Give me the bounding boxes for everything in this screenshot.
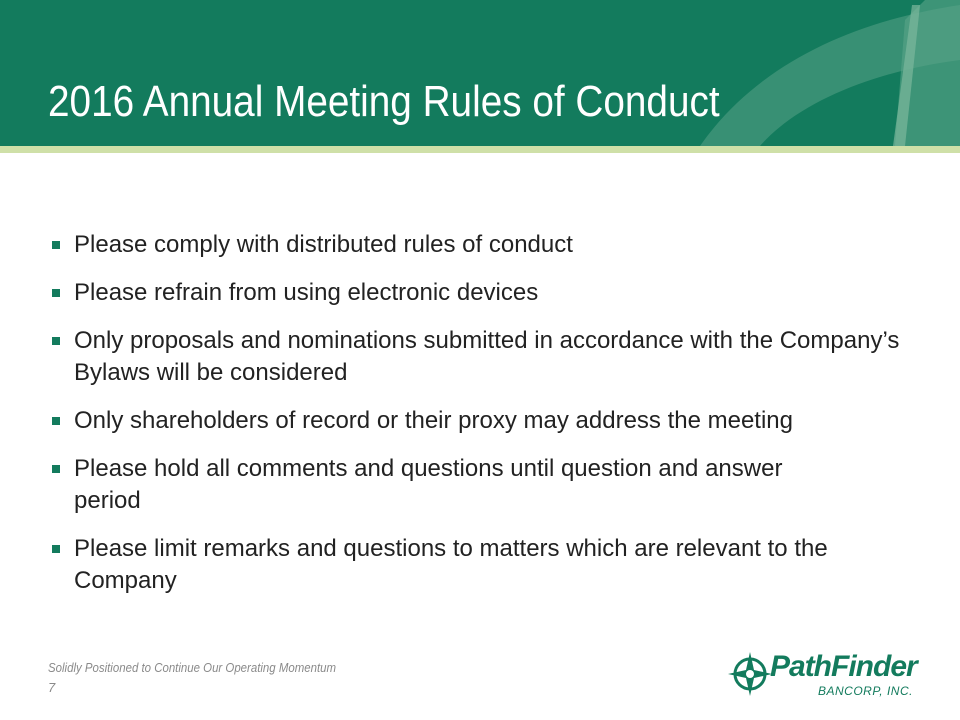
slide-header — [0, 0, 960, 146]
square-bullet-icon — [52, 337, 60, 345]
logo-subtitle: BANCORP, INC. — [818, 684, 913, 698]
list-item-text: Please limit remarks and questions to matters which are relevant to the Company — [74, 535, 828, 594]
list-item — [50, 533, 910, 597]
list-item-text: Please comply with distributed rules of conduct — [74, 231, 573, 258]
list-item-text: Please hold all comments and questions until question and answer period — [74, 455, 783, 514]
square-bullet-icon — [52, 241, 60, 249]
square-bullet-icon — [52, 417, 60, 425]
list-item — [50, 277, 910, 309]
square-bullet-icon — [52, 545, 60, 553]
rules-list — [50, 229, 910, 613]
page-title: 2016 Annual Meeting Rules of Conduct — [48, 77, 720, 126]
page-number: 7 — [48, 680, 56, 695]
list-item-text: Only proposals and nominations submitted in accordance with the Company’s Bylaws will be considered — [74, 327, 900, 386]
list-item-text: Please refrain from using electronic devices — [74, 279, 539, 306]
list-item — [50, 405, 910, 437]
logo-wordmark: PathFinder — [770, 650, 917, 683]
header-accent-stripe — [0, 146, 960, 153]
footer-tagline: Solidly Positioned to Continue Our Operating Momentum — [48, 660, 337, 675]
square-bullet-icon — [52, 465, 60, 473]
list-item — [50, 229, 910, 261]
list-item — [50, 325, 910, 389]
square-bullet-icon — [52, 289, 60, 297]
list-item — [50, 453, 794, 517]
pathfinder-logo — [728, 650, 918, 700]
list-item-text: Only shareholders of record or their proxy may address the meeting — [74, 407, 794, 434]
compass-star-icon — [728, 650, 772, 698]
